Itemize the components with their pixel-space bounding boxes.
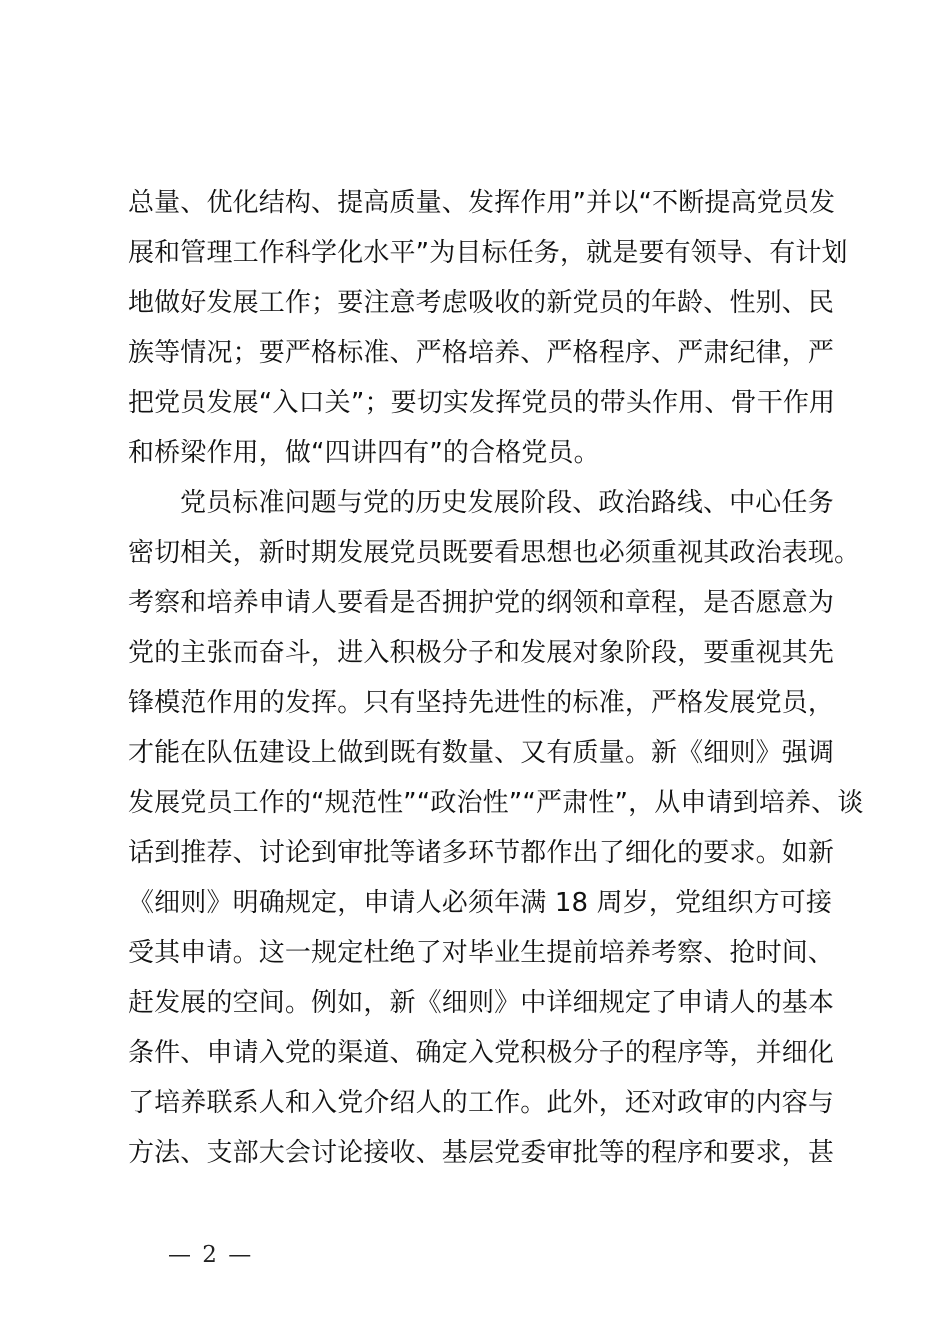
text-line: 密切相关，新时期发展党员既要看思想也必须重视其政治表现。 bbox=[128, 538, 861, 568]
text-line: 方法、支部大会讨论接收、基层党委审批等的程序和要求，甚 bbox=[128, 1138, 835, 1168]
text-line: 把党员发展“入口关”；要切实发挥党员的带头作用、骨干作用 bbox=[128, 388, 836, 418]
text-line: 《细则》明确规定，申请人必须年满 18 周岁，党组织方可接 bbox=[128, 888, 832, 918]
paragraph-start-line: 党员标准问题与党的历史发展阶段、政治路线、中心任务 bbox=[180, 488, 834, 518]
text-line: 受其申请。这一规定杜绝了对毕业生提前培养考察、抢时间、 bbox=[128, 938, 835, 968]
text-line: 展和管理工作科学化水平”为目标任务，就是要有领导、有计划 bbox=[128, 238, 848, 268]
text-line: 话到推荐、讨论到审批等诸多环节都作出了细化的要求。如新 bbox=[128, 838, 835, 868]
text-line: 条件、申请入党的渠道、确定入党积极分子的程序等，并细化 bbox=[128, 1038, 835, 1068]
text-line: 发展党员工作的“规范性”“政治性”“严肃性”，从申请到培养、谈 bbox=[128, 788, 864, 818]
body-text bbox=[128, 178, 864, 1178]
page-number: — 2 — bbox=[168, 1242, 254, 1268]
text-line: 党的主张而奋斗，进入积极分子和发展对象阶段，要重视其先 bbox=[128, 638, 835, 668]
text-line: 赶发展的空间。例如，新《细则》中详细规定了申请人的基本 bbox=[128, 988, 835, 1018]
text-line: 总量、优化结构、提高质量、发挥作用”并以“不断提高党员发 bbox=[128, 188, 836, 218]
text-line: 地做好发展工作；要注意考虑吸收的新党员的年龄、性别、民 bbox=[128, 288, 835, 318]
text-line: 考察和培养申请人要看是否拥护党的纲领和章程，是否愿意为 bbox=[128, 588, 835, 618]
text-line: 才能在队伍建设上做到既有数量、又有质量。新《细则》强调 bbox=[128, 738, 835, 768]
text-line: 锋模范作用的发挥。只有坚持先进性的标准，严格发展党员， bbox=[128, 688, 835, 718]
text-line: 和桥梁作用，做“四讲四有”的合格党员。 bbox=[128, 438, 600, 468]
text-line: 族等情况；要严格标准、严格培养、严格程序、严肃纪律，严 bbox=[128, 338, 835, 368]
text-line: 了培养联系人和入党介绍人的工作。此外，还对政审的内容与 bbox=[128, 1088, 835, 1118]
